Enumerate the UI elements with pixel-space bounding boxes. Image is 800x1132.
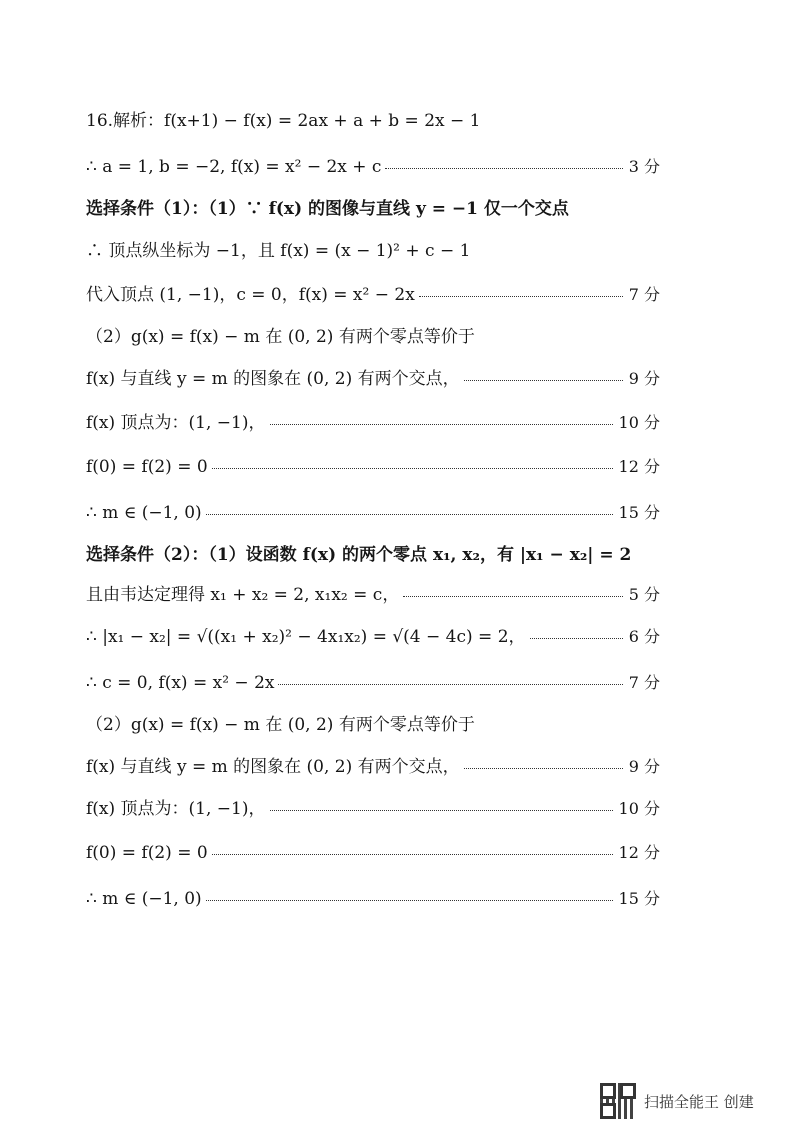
score-label: 9 分 (628, 757, 660, 776)
answer-line (86, 710, 660, 735)
scanner-watermark (600, 1083, 754, 1119)
score-label: 7 分 (628, 673, 660, 692)
answer-line (86, 622, 660, 647)
dot-leader (270, 424, 613, 425)
line-text: ∴ 顶点纵坐标为 −1，且 f(x) = (x − 1)² + c − 1 (86, 241, 471, 261)
dot-leader (206, 900, 613, 901)
score-label: 15 分 (618, 503, 660, 522)
line-text: 且由韦达定理得 x₁ + x₂ = 2, x₁x₂ = c， (86, 585, 400, 605)
dot-leader (403, 596, 622, 597)
solution-header-line (86, 106, 660, 131)
line-text: （2）g(x) = f(x) − m 在 (0, 2) 有两个零点等价于 (86, 715, 475, 735)
line-text: ∴ a = 1, b = −2, f(x) = x² − 2x + c (86, 157, 382, 177)
score-label: 10 分 (618, 799, 660, 818)
line-text: f(x) 与直线 y = m 的图象在 (0, 2) 有两个交点， (86, 369, 460, 389)
line-text: ∴ c = 0, f(x) = x² − 2x (86, 673, 275, 693)
score-label: 12 分 (618, 843, 660, 862)
answer-line (86, 280, 660, 305)
score-label: 12 分 (618, 457, 660, 476)
line-text: 选择条件（1）：（1）∵ f(x) 的图像与直线 y = −1 仅一个交点 (86, 199, 569, 219)
dot-leader (212, 468, 613, 469)
line-text: ∴ m ∈ (−1, 0) (86, 503, 202, 523)
line-text: f(x) 顶点为：(1, −1)， (86, 799, 266, 819)
dot-leader (270, 810, 613, 811)
answer-line (86, 454, 660, 477)
score-label: 10 分 (618, 413, 660, 432)
dot-leader (530, 638, 623, 639)
condition-2-heading (86, 540, 660, 565)
line-text: ∴ m ∈ (−1, 0) (86, 889, 202, 909)
answer-line (86, 886, 660, 909)
answer-line (86, 752, 660, 777)
answer-line (86, 670, 660, 693)
answer-line (86, 236, 660, 261)
answer-line (86, 580, 660, 605)
dot-leader (419, 296, 623, 297)
line-text: （2）g(x) = f(x) − m 在 (0, 2) 有两个零点等价于 (86, 327, 475, 347)
score-label: 3 分 (628, 157, 660, 176)
dot-leader (385, 168, 622, 169)
score-label: 15 分 (618, 889, 660, 908)
condition-1-heading (86, 194, 660, 219)
score-label: 5 分 (628, 585, 660, 604)
line-text: 代入顶点 (1, −1)，c = 0，f(x) = x² − 2x (86, 285, 415, 305)
answer-line (86, 364, 660, 389)
answer-line (86, 322, 660, 347)
answer-line (86, 840, 660, 863)
answer-line (86, 794, 660, 819)
dot-leader (464, 380, 623, 381)
qr-code-icon (600, 1083, 636, 1119)
score-label: 7 分 (628, 285, 660, 304)
dot-leader (464, 768, 623, 769)
line-text: ∴ |x₁ − x₂| = √((x₁ + x₂)² − 4x₁x₂) = √(4 − 4c) = 2， (86, 627, 526, 647)
answer-line (86, 408, 660, 433)
answer-line (86, 500, 660, 523)
dot-leader (278, 684, 622, 685)
dot-leader (212, 854, 613, 855)
line-text: f(0) = f(2) = 0 (86, 843, 208, 863)
dot-leader (206, 514, 613, 515)
score-label: 6 分 (628, 627, 660, 646)
line-text: f(x) 与直线 y = m 的图象在 (0, 2) 有两个交点， (86, 757, 460, 777)
line-text: 选择条件（2）：（1）设函数 f(x) 的两个零点 x₁, x₂，有 |x₁ − x₂| = 2 (86, 545, 632, 565)
line-text: f(0) = f(2) = 0 (86, 457, 208, 477)
watermark-text: 扫描全能王 创建 (644, 1092, 754, 1111)
answer-line (86, 154, 660, 177)
line-text: f(x) 顶点为：(1, −1)， (86, 413, 266, 433)
score-label: 9 分 (628, 369, 660, 388)
line-text: 16.解析：f(x+1) − f(x) = 2ax + a + b = 2x − 1 (86, 111, 481, 131)
